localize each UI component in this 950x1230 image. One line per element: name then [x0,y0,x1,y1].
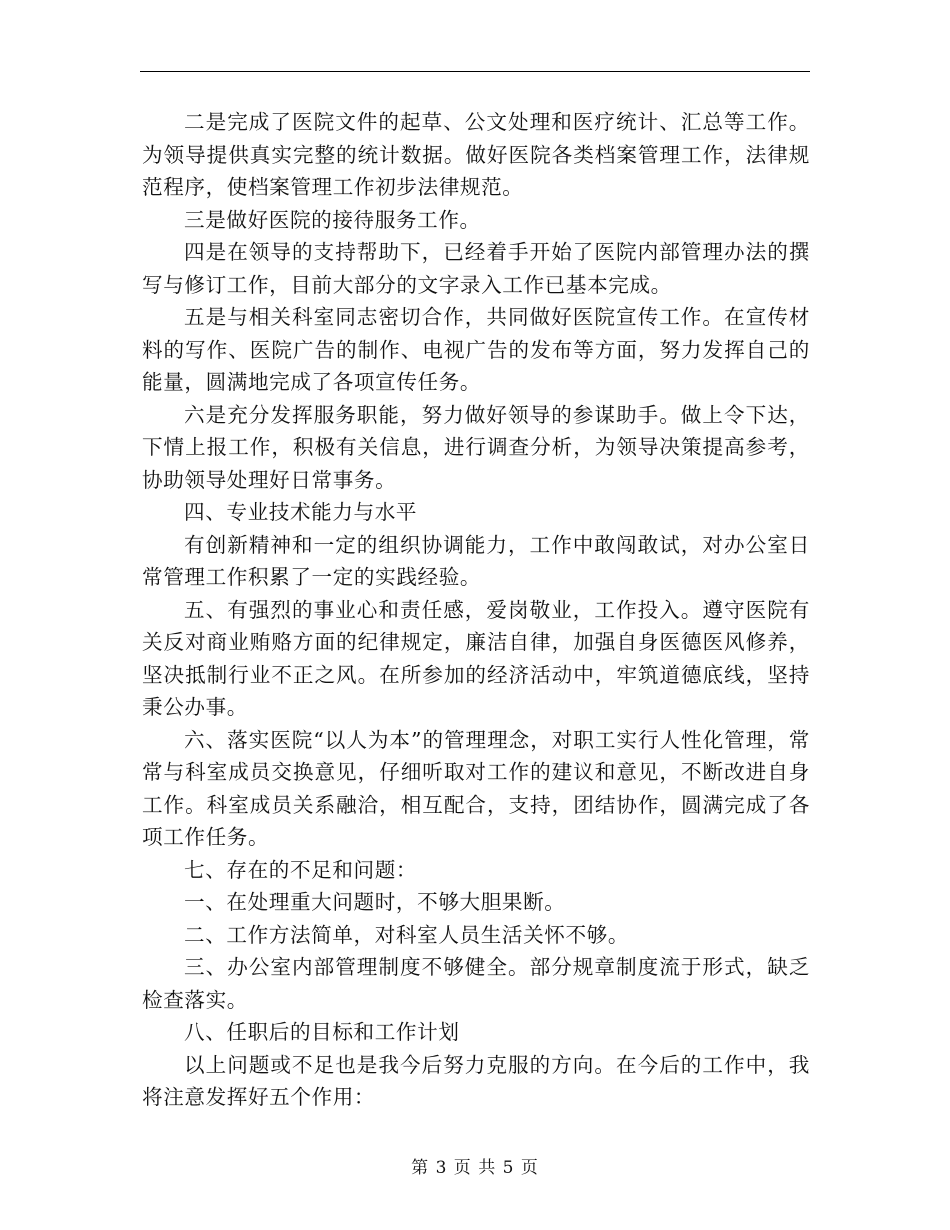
paragraph: 五是与相关科室同志密切合作，共同做好医院宣传工作。在宣传材料的写作、医院广告的制作、电视广告的发布等方面，努力发挥自己的能量，圆满地完成了各项宣传任务。 [142,305,810,394]
paragraph: 六、落实医院“以人为本”的管理理念，对职工实行人性化管理，常常与科室成员交换意见，仔细听取对工作的建议和意见，不断改进自身工作。科室成员关系融洽，相互配合，支持，团结协作，圆满完成了各项工作任务。 [142,727,810,849]
paragraph: 二是完成了医院文件的起草、公文处理和医疗统计、汇总等工作。为领导提供真实完整的统计数据。做好医院各类档案管理工作，法律规范程序，使档案管理工作初步法律规范。 [142,110,810,199]
page-number-footer: 第 3 页 共 5 页 [411,1158,539,1178]
header-rule [140,71,810,72]
list-item: 二、工作方法简单，对科室人员生活关怀不够。 [184,922,630,947]
list-item: 一、在处理重大问题时，不够大胆果断。 [184,890,566,914]
paragraph: 有创新精神和一定的组织协调能力，工作中敢闯敢试，对办公室日常管理工作积累了一定的实践经验。 [142,532,810,589]
document-body [142,106,810,1114]
section-heading: 八、任职后的目标和工作计划 [184,1020,460,1044]
paragraph: 四是在领导的支持帮助下，已经着手开始了医院内部管理办法的撰写与修订工作，目前大部分的文字录入工作已基本完成。 [142,240,810,297]
section-heading: 七、存在的不足和问题： [184,857,418,882]
paragraph: 以上问题或不足也是我今后努力克服的方向。在今后的工作中，我将注意发挥好五个作用： [142,1052,810,1109]
list-item: 三、办公室内部管理制度不够健全。部分规章制度流于形式，缺乏检查落实。 [142,955,810,1012]
paragraph: 五、有强烈的事业心和责任感，爱岗敬业，工作投入。遵守医院有关反对商业贿赂方面的纪律规定，廉洁自律，加强自身医德医风修养，坚决抵制行业不正之风。在所参加的经济活动中，牢筑道德底线，坚持秉公办事。 [142,597,810,719]
paragraph: 六是充分发挥服务职能，努力做好领导的参谋助手。做上令下达，下情上报工作，积极有关信息，进行调查分析，为领导决策提高参考，协助领导处理好日常事务。 [142,402,810,492]
paragraph: 三是做好医院的接待服务工作。 [184,207,481,232]
section-heading: 四、专业技术能力与水平 [184,500,418,524]
